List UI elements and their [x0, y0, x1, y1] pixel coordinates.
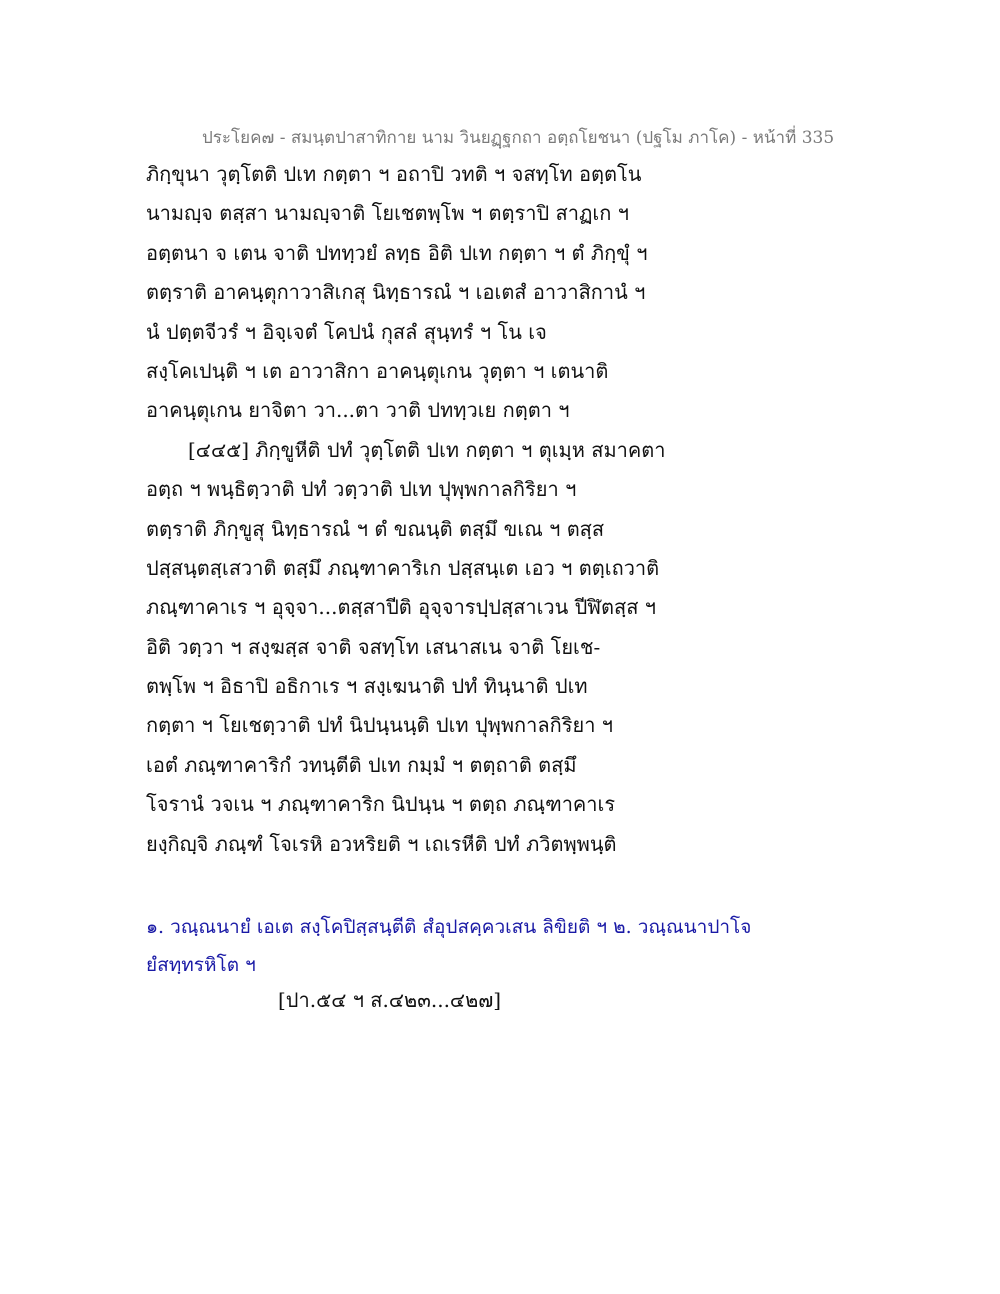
text-line: นามญฺจ ตสฺสา นามญฺจาติ โยเชตพฺโพ ฯ ตตฺราปิ สาฏเก ฯ	[146, 201, 629, 226]
page-reference: [ปา.๕๔ ฯ ส.๔๒๓...๔๒๗]	[278, 988, 502, 1012]
text-line: ตตฺราติ อาคนฺตุกาวาสิเกสุ นิทฺธารณํ ฯ เอเตสํ อาวาสิกานํ ฯ	[146, 280, 646, 305]
text-line: ตตฺราติ ภิกฺขูสุ นิทฺธารณํ ฯ ตํ ขณนฺติ ตสฺมึ ขเณ ฯ ตสฺส	[146, 516, 605, 541]
footnote-line: ๑. วณฺณนายํ เอเต สงฺโคปิสฺสนฺตีติ สํอุปสคฺควเสน ลิขิยติ ฯ ๒. วณฺณนาปาโจ	[146, 916, 752, 938]
footnote-line: ยํสทฺทรหิโต ฯ	[146, 954, 256, 976]
footnotes	[146, 908, 866, 984]
paragraph-start-line: [๔๔๕] ภิกฺขูหีติ ปทํ วุตฺโตติ ปเท กตฺตา ฯ ตุเมฺห สมาคตา	[188, 437, 666, 462]
text-line: อาคนฺตุเกน ยาจิตา วา...ตา วาติ ปททฺวเย กตฺตา ฯ	[146, 398, 570, 423]
text-line: สงฺโคเปนฺติ ฯ เต อาวาสิกา อาคนฺตุเกน วุตฺตา ฯ เตนาติ	[146, 358, 609, 383]
text-line: ปสฺสนฺตสฺเสวาติ ตสฺมึ ภณฺฑาคาริเก ปสฺสนฺเต เอว ฯ ตตฺเถวาติ	[146, 555, 660, 580]
text-line: อตฺตนา จ เตน จาติ ปททฺวยํ ลทฺธ อิติ ปเท กตฺตา ฯ ตํ ภิกฺขุํ ฯ	[146, 240, 648, 265]
text-line: ภิกฺขุนา วุตฺโตติ ปเท กตฺตา ฯ อถาปิ วทติ ฯ จสทฺโท อตฺตโน	[146, 162, 642, 186]
body-text	[146, 155, 846, 864]
text-line: ภณฺฑาคาเร ฯ อุจฺจา...ตสฺสาปีติ อุจฺจารปฺปสฺสาเวน ปีฬิตสฺส ฯ	[146, 595, 657, 620]
text-line: ตพฺโพ ฯ อิธาปิ อธิกาเร ฯ สงฺเฆนาติ ปทํ ทินฺนาติ ปเท	[146, 674, 588, 699]
text-line: อตฺถ ฯ พนฺธิตฺวาติ ปทํ วตฺวาติ ปเท ปุพฺพกาลกิริยา ฯ	[146, 477, 577, 502]
page-header: ประโยค๗ - สมนฺตปาสาทิกาย นาม วินยฏฺฐกถา อตฺถโยชนา (ปฐโม ภาโค) - หน้าที่ 335	[202, 128, 835, 148]
text-line: อิติ วตฺวา ฯ สงฺฆสฺส จาติ จสทฺโท เสนาสเน จาติ โยเช-	[146, 634, 601, 659]
text-line: นํ ปตฺตจีวรํ ฯ อิจฺเจตํ โคปนํ กุสลํ สุนฺทรํ ฯ โน เจ	[146, 319, 547, 344]
text-line: เอตํ ภณฺฑาคาริกํ วทนฺตีติ ปเท กมฺมํ ฯ ตตฺถาติ ตสฺมึ	[146, 752, 577, 777]
text-line: กตฺตา ฯ โยเชตฺวาติ ปทํ นิปนฺนนฺติ ปเท ปุพฺพกาลกิริยา ฯ	[146, 713, 614, 738]
text-line: ยงฺกิญฺจิ ภณฺฑํ โจเรหิ อวหริยติ ฯ เถเรหีติ ปทํ ภวิตพฺพนฺติ	[146, 831, 617, 856]
text-line: โจรานํ วจเน ฯ ภณฺฑาคาริก นิปนฺน ฯ ตตฺถ ภณฺฑาคาเร	[146, 792, 616, 817]
